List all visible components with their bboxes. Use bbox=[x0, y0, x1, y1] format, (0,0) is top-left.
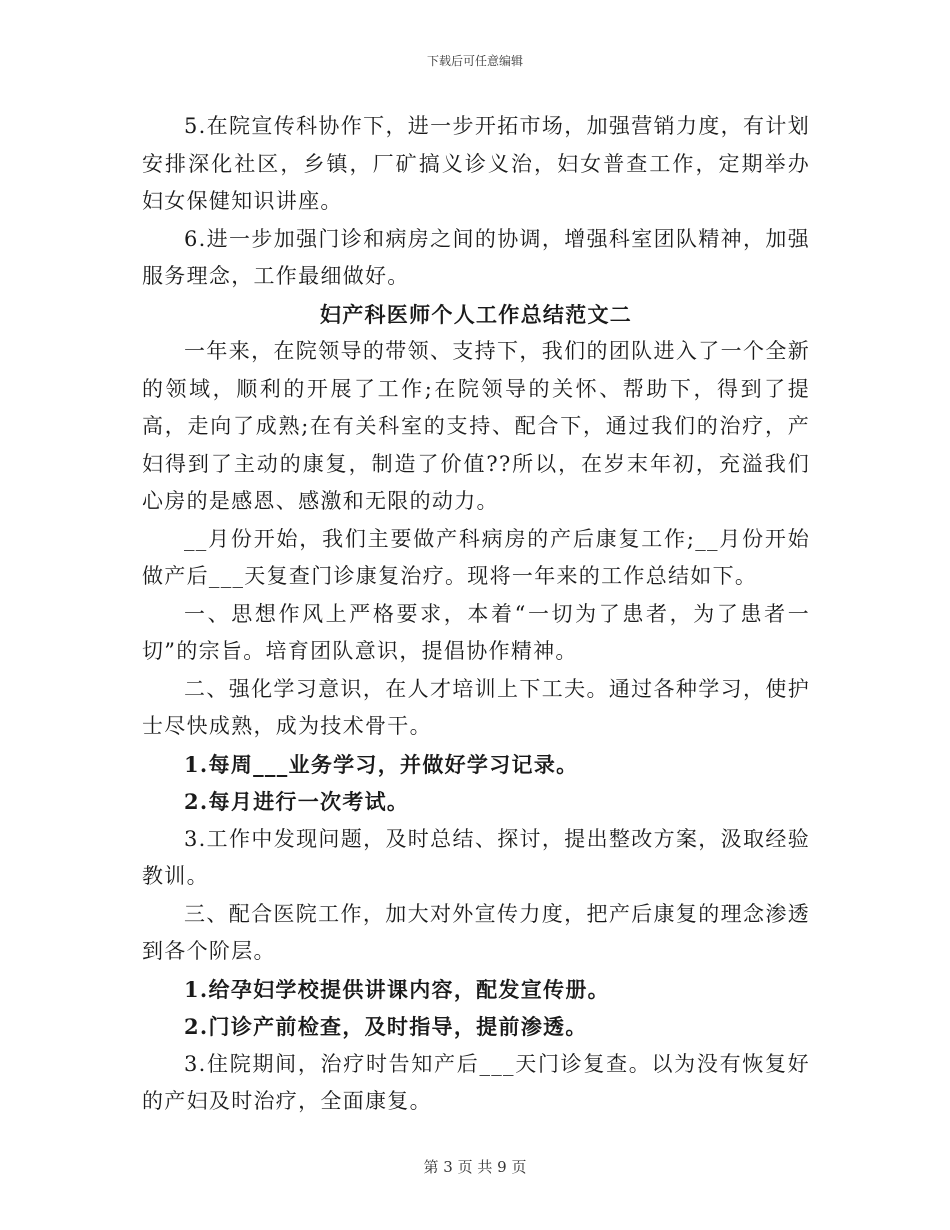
paragraph-section-2: 二、强化学习意识，在人才培训上下工夫。通过各种学习，使护士尽快成熟，成为技术骨干。 bbox=[142, 676, 810, 738]
section-title: 妇产科医师个人工作总结范文二 bbox=[319, 301, 633, 327]
page-footer: 第 3 页 共 9 页 bbox=[423, 1158, 527, 1176]
paragraph-item-6: 6.进一步加强门诊和病房之间的协调，增强科室团队精神，加强服务理念，工作最细做好。 bbox=[142, 226, 810, 288]
list-item-problem-review: 3.工作中发现问题，及时总结、探讨，提出整改方案，汲取经验教训。 bbox=[142, 826, 810, 888]
list-item-weekly-study: 1.每周___业务学习，并做好学习记录。 bbox=[184, 751, 579, 777]
paragraph-timeline: __月份开始，我们主要做产科病房的产后康复工作;__月份开始做产后___天复查门诊康复治疗。现将一年来的工作总结如下。 bbox=[142, 526, 810, 588]
list-item-school-content: 1.给孕妇学校提供讲课内容，配发宣传册。 bbox=[184, 976, 610, 1002]
document-body bbox=[142, 108, 810, 1121]
list-item-prenatal-check: 2.门诊产前检查，及时指导，提前渗透。 bbox=[184, 1014, 588, 1039]
list-item-inpatient-followup: 3.住院期间，治疗时告知产后___天门诊复查。以为没有恢复好的产妇及时治疗，全面康复。 bbox=[142, 1051, 810, 1113]
paragraph-section-1: 一、思想作风上严格要求，本着“一切为了患者，为了患者一切”的宗旨。培育团队意识，提倡协作精神。 bbox=[142, 601, 810, 663]
page-header: 下载后可任意编辑 bbox=[426, 54, 523, 68]
paragraph-section-3: 三、配合医院工作，加大对外宣传力度，把产后康复的理念渗透到各个阶层。 bbox=[142, 901, 810, 963]
paragraph-item-5: 5.在院宣传科协作下，进一步开拓市场，加强营销力度，有计划安排深化社区，乡镇，厂矿搞义诊义治，妇女普查工作，定期举办妇女保健知识讲座。 bbox=[142, 114, 810, 213]
paragraph-intro: 一年来，在院领导的带领、支持下，我们的团队进入了一个全新的领域，顺利的开展了工作;在院领导的关怀、帮助下，得到了提高，走向了成熟;在有关科室的支持、配合下，通过我们的治疗，产妇得到了主动的康复，制造了价值??所以，在岁末年初，充溢我们心房的是感恩、感激和无限的动力。 bbox=[142, 339, 810, 513]
list-item-monthly-exam: 2.每月进行一次考试。 bbox=[184, 789, 410, 814]
